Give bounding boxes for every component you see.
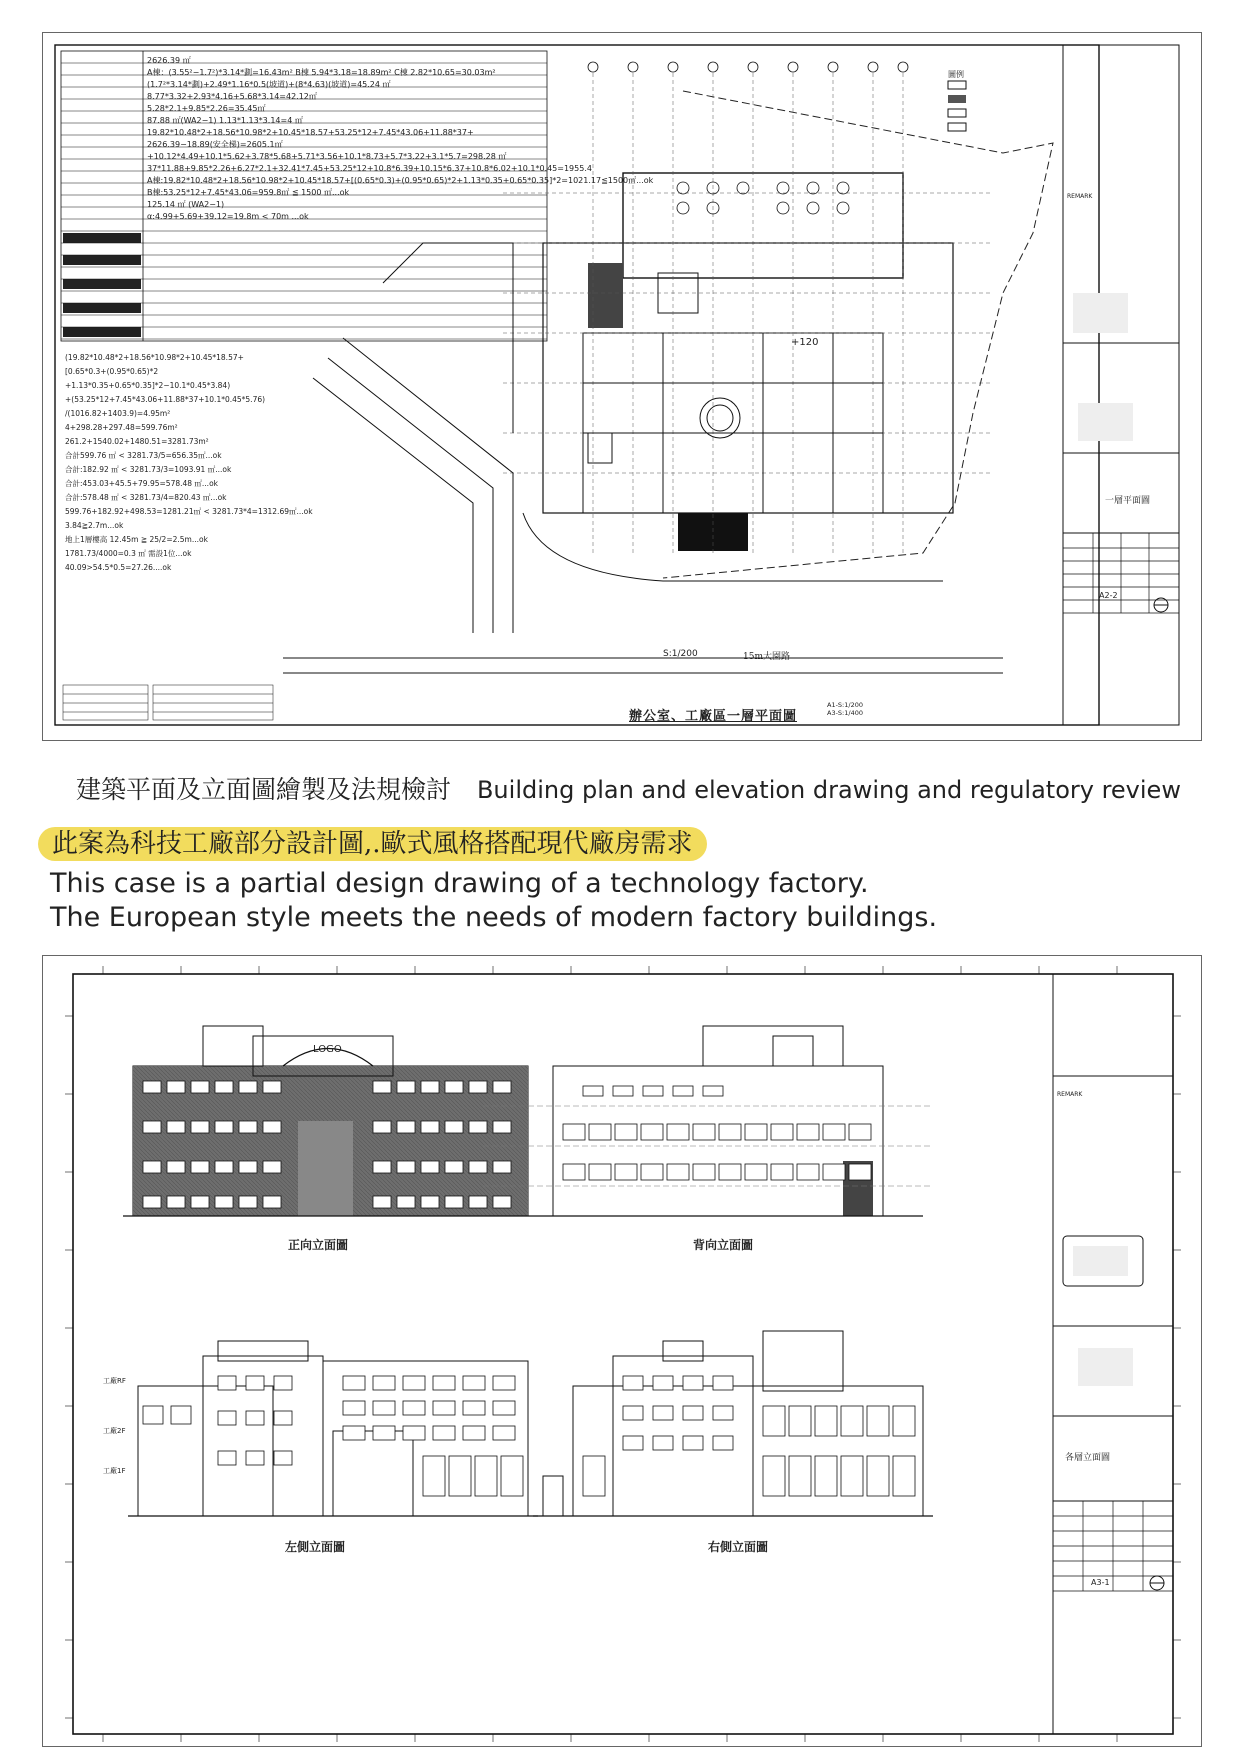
- window: [713, 1406, 733, 1420]
- window: [397, 1121, 415, 1133]
- window: [745, 1124, 767, 1140]
- window: [763, 1406, 785, 1436]
- note-line: 合計:453.03+45.5+79.95=578.48 ㎡...ok: [65, 479, 219, 488]
- window: [623, 1436, 643, 1450]
- window: [641, 1124, 663, 1140]
- window: [849, 1124, 871, 1140]
- window: [623, 1406, 643, 1420]
- plan-scale-note: A1-S:1/200 A3-S:1/400: [827, 701, 863, 717]
- window: [763, 1456, 785, 1496]
- window: [493, 1376, 515, 1390]
- window: [373, 1081, 391, 1093]
- window: [867, 1456, 889, 1496]
- note-line: 地上1層樓高 12.45m ≧ 25/2=2.5m...ok: [65, 535, 208, 544]
- window: [719, 1164, 741, 1180]
- window: [615, 1124, 637, 1140]
- window: [373, 1196, 391, 1208]
- window: [239, 1161, 257, 1173]
- window: [246, 1451, 264, 1465]
- window: [433, 1376, 455, 1390]
- window: [643, 1086, 663, 1096]
- window: [623, 1376, 643, 1390]
- window: [171, 1406, 191, 1424]
- window: [653, 1376, 673, 1390]
- calc-row: 2626.39 ㎡: [147, 56, 191, 65]
- calc-row: (1.7²*3.14*劃)+2.49*1.16*0.5(坡道)+(8*4.63)(坡道)=45.24 ㎡: [147, 80, 391, 89]
- window: [143, 1121, 161, 1133]
- window: [469, 1121, 487, 1133]
- sheet-number: A3-1: [1091, 1578, 1110, 1587]
- window: [469, 1196, 487, 1208]
- elevation-drawing: [43, 956, 1201, 1746]
- window: [263, 1196, 281, 1208]
- window: [815, 1456, 837, 1496]
- drawing-name: 一層平面圖: [1105, 496, 1151, 506]
- window: [403, 1401, 425, 1415]
- window: [771, 1124, 793, 1140]
- note-line: /(1016.82+1403.9)=4.95m²: [65, 409, 171, 418]
- window: [493, 1401, 515, 1415]
- note-line: 合計599.76 ㎡ < 3281.73/5=656.35㎡...ok: [65, 451, 222, 460]
- window: [421, 1161, 439, 1173]
- window: [263, 1161, 281, 1173]
- window: [274, 1411, 292, 1425]
- window: [167, 1121, 185, 1133]
- window: [373, 1426, 395, 1440]
- window: [215, 1161, 233, 1173]
- sheet-number: A2-2: [1099, 591, 1118, 600]
- review-notes: [65, 351, 485, 575]
- window: [667, 1124, 689, 1140]
- calc-row: +10.12*4.49+10.1*5.62+3.78*5.68+5.71*3.56+10.1*8.73+5.7*3.22+3.1*5.7=298.28 ㎡: [147, 152, 507, 161]
- floor-label-rf: 工廠RF: [103, 1377, 126, 1385]
- window: [239, 1081, 257, 1093]
- window: [263, 1121, 281, 1133]
- window: [167, 1196, 185, 1208]
- window: [403, 1426, 425, 1440]
- window: [274, 1451, 292, 1465]
- calc-row: 37*11.88+9.85*2.26+6.27*2.1+32.41*7.45+53.25*12+10.8*6.39+10.15*6.37+10.8*6.02+10.1*0.45=1955.4: [147, 164, 592, 173]
- legend-title: 圖例: [948, 70, 964, 79]
- window: [815, 1406, 837, 1436]
- window: [745, 1164, 767, 1180]
- window: [397, 1081, 415, 1093]
- note-line: 4+298.28+297.48=599.76m²: [65, 423, 178, 432]
- window: [893, 1456, 915, 1496]
- window: [449, 1456, 471, 1496]
- window: [343, 1426, 365, 1440]
- window: [433, 1426, 455, 1440]
- window: [493, 1196, 511, 1208]
- window: [373, 1376, 395, 1390]
- window: [445, 1121, 463, 1133]
- window: [218, 1451, 236, 1465]
- window: [143, 1161, 161, 1173]
- window: [683, 1436, 703, 1450]
- window: [215, 1196, 233, 1208]
- window: [849, 1164, 871, 1180]
- window: [493, 1121, 511, 1133]
- calc-row: 87.88 ㎡(WA2−1) 1.13*1.13*3.14=4 ㎡: [147, 116, 303, 125]
- calc-table: [147, 55, 654, 223]
- window: [841, 1406, 863, 1436]
- calc-row: 2626.39−18.89(安全梯)=2605.1㎡: [147, 140, 283, 149]
- window: [823, 1164, 845, 1180]
- window: [683, 1406, 703, 1420]
- window: [463, 1401, 485, 1415]
- window: [433, 1401, 455, 1415]
- back-elevation-title: 背向立面圖: [693, 1238, 754, 1252]
- window: [667, 1164, 689, 1180]
- window: [589, 1124, 611, 1140]
- window: [893, 1406, 915, 1436]
- window: [563, 1124, 585, 1140]
- window: [789, 1456, 811, 1496]
- window: [797, 1124, 819, 1140]
- left-elevation-title: 左側立面圖: [285, 1540, 346, 1554]
- window: [713, 1376, 733, 1390]
- window: [445, 1196, 463, 1208]
- window: [218, 1376, 236, 1390]
- window: [421, 1081, 439, 1093]
- window: [797, 1164, 819, 1180]
- window: [653, 1406, 673, 1420]
- window: [191, 1081, 209, 1093]
- note-line: (19.82*10.48*2+18.56*10.98*2+10.45*18.57+: [65, 353, 244, 362]
- plan-scale: S:1/200: [663, 649, 698, 659]
- window: [493, 1081, 511, 1093]
- window: [493, 1426, 515, 1440]
- back-elevation: [483, 1026, 933, 1216]
- calc-row: 19.82*10.48*2+18.56*10.98*2+10.45*18.57+53.25*12+7.45*43.06+11.88*37+: [147, 128, 474, 137]
- window: [343, 1401, 365, 1415]
- window: [215, 1081, 233, 1093]
- note-line: 40.09>54.5*0.5=27.26....ok: [65, 563, 172, 572]
- window: [493, 1161, 511, 1173]
- floor-label-1f: 工廠1F: [103, 1467, 126, 1475]
- front-elevation-title: 正向立面圖: [288, 1238, 349, 1252]
- plan-title: 辦公室、工廠區一層平面圖: [629, 709, 798, 724]
- window: [501, 1456, 523, 1496]
- window: [421, 1196, 439, 1208]
- note-line: +(53.25*12+7.45*43.06+11.88*37+10.1*0.45*5.76): [65, 395, 266, 404]
- window: [373, 1121, 391, 1133]
- window: [673, 1086, 693, 1096]
- window: [469, 1081, 487, 1093]
- window: [263, 1081, 281, 1093]
- window: [239, 1121, 257, 1133]
- window: [463, 1376, 485, 1390]
- elevation-sheet: [42, 955, 1202, 1747]
- calc-row: 5.28*2.1+9.85*2.26=35.45㎡: [147, 104, 266, 113]
- window: [191, 1196, 209, 1208]
- window: [719, 1124, 741, 1140]
- calc-row: α:4.99+5.69+39.12=19.8m < 70m ...ok: [147, 212, 309, 221]
- window: [191, 1161, 209, 1173]
- window: [397, 1196, 415, 1208]
- level-mark: +120: [791, 337, 819, 348]
- window: [445, 1081, 463, 1093]
- window: [143, 1081, 161, 1093]
- calc-row: 8.77*3.32+2.93*4.16+5.68*3.14=42.12㎡: [147, 92, 317, 101]
- window: [423, 1456, 445, 1496]
- note-line: 合計:182.92 ㎡ < 3281.73/3=1093.91 ㎡...ok: [65, 465, 232, 474]
- window: [475, 1456, 497, 1496]
- caption-line-1: [76, 770, 1181, 806]
- window: [215, 1121, 233, 1133]
- window: [143, 1196, 161, 1208]
- remark-label: REMARK: [1067, 193, 1093, 200]
- right-elevation-title: 右側立面圖: [708, 1540, 769, 1554]
- window: [683, 1376, 703, 1390]
- window: [613, 1086, 633, 1096]
- window: [246, 1376, 264, 1390]
- road-label: 15m大園路: [743, 652, 790, 662]
- calc-row: A棟：(3.55²−1.7²)*3.14*劃=16.43m² B棟 5.94*3.18=18.89m² C棟 2.82*10.65=30.03m²: [147, 68, 496, 77]
- window: [403, 1376, 425, 1390]
- note-line: 261.2+1540.02+1480.51=3281.73m²: [65, 437, 209, 446]
- window: [703, 1086, 723, 1096]
- window: [867, 1406, 889, 1436]
- window: [167, 1081, 185, 1093]
- caption-en: Building plan and elevation drawing and regulatory review: [476, 776, 1181, 804]
- window: [397, 1161, 415, 1173]
- window: [343, 1376, 365, 1390]
- window: [421, 1121, 439, 1133]
- window: [615, 1164, 637, 1180]
- window: [167, 1161, 185, 1173]
- note-line: [0.65*0.3+(0.95*0.65)*2: [65, 367, 159, 376]
- window: [641, 1164, 663, 1180]
- window: [653, 1436, 673, 1450]
- note-line: +1.13*0.35+0.65*0.35]*2−10.1*0.45*3.84): [65, 381, 231, 390]
- window: [563, 1164, 585, 1180]
- logo-sign: LOGO: [313, 1044, 342, 1055]
- caption-line-3: This case is a partial design drawing of a technology factory.: [50, 868, 869, 899]
- window: [823, 1124, 845, 1140]
- window: [246, 1411, 264, 1425]
- highlight-text: 此案為科技工廠部分設計圖,.歐式風格搭配現代廠房需求: [38, 827, 707, 861]
- window: [445, 1161, 463, 1173]
- window: [469, 1161, 487, 1173]
- window: [841, 1456, 863, 1496]
- note-line: 合計:578.48 ㎡ < 3281.73/4=820.43 ㎡...ok: [65, 493, 227, 502]
- window: [274, 1376, 292, 1390]
- window: [693, 1124, 715, 1140]
- window: [143, 1406, 163, 1424]
- floor-label-2f: 工廠2F: [103, 1427, 126, 1435]
- calc-row: A棟:19.82*10.48*2+18.56*10.98*2+10.45*18.57+[(0.65*0.3)+(0.95*0.65)*2+1.13*0.35+0.65*0.35]*2=1021.17≦1500㎡...ok: [147, 176, 654, 185]
- window: [373, 1401, 395, 1415]
- window: [191, 1121, 209, 1133]
- note-line: 599.76+182.92+498.53=1281.21㎡ < 3281.73*4=1312.69㎡...ok: [65, 507, 313, 516]
- caption-cn: 建築平面及立面圖繪製及法規檢討: [76, 775, 452, 804]
- window: [373, 1161, 391, 1173]
- window: [583, 1456, 605, 1496]
- window: [589, 1164, 611, 1180]
- window: [583, 1086, 603, 1096]
- window: [713, 1436, 733, 1450]
- window: [771, 1164, 793, 1180]
- window: [218, 1411, 236, 1425]
- window: [693, 1164, 715, 1180]
- note-line: 3.84≧2.7m...ok: [65, 521, 124, 530]
- caption-line-4: The European style meets the needs of modern factory buildings.: [50, 902, 938, 933]
- remark-label: REMARK: [1057, 1091, 1083, 1098]
- note-line: 1781.73/4000=0.3 ㎡ 需設1位...ok: [65, 549, 192, 558]
- window: [239, 1196, 257, 1208]
- calc-row: B棟:53.25*12+7.45*43.06=959.8㎡ ≦ 1500 ㎡...ok: [147, 188, 350, 197]
- floor-plan-sheet: [42, 32, 1202, 741]
- drawing-name: 各層立面圖: [1065, 1453, 1111, 1463]
- window: [463, 1426, 485, 1440]
- window: [789, 1406, 811, 1436]
- highlight-caption: [38, 823, 707, 860]
- calc-row: 125.14 ㎡ (WA2−1): [147, 200, 225, 209]
